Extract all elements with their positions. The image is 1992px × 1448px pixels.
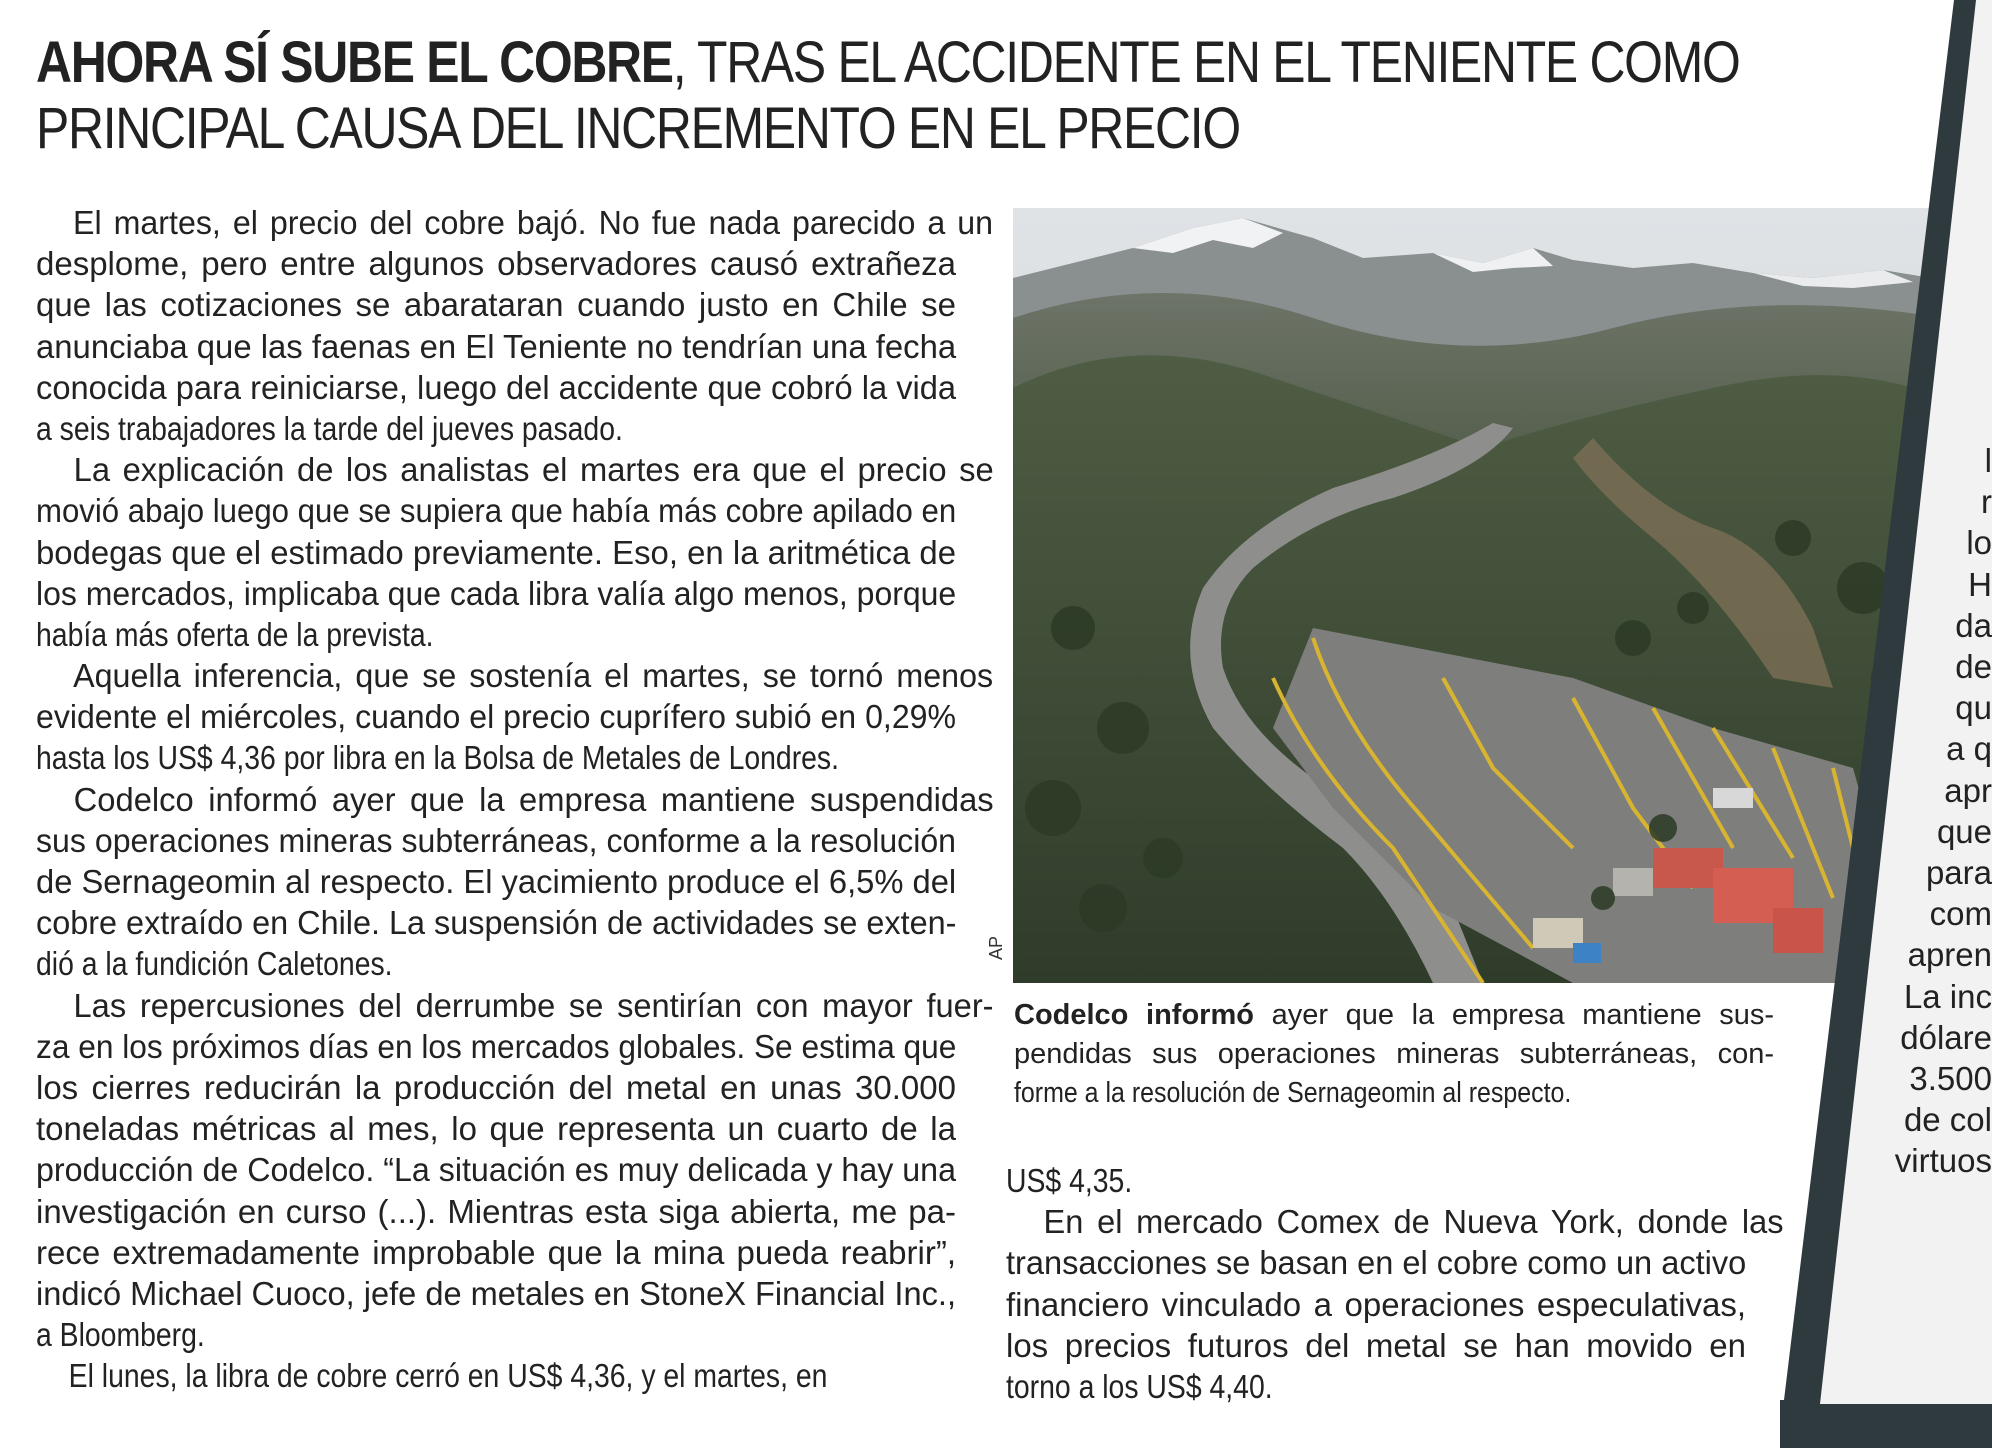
left-column-line: hasta los US$ 4,36 por libra en la Bolsa de Metales de Londres. bbox=[36, 739, 840, 777]
article-column-right bbox=[1006, 1160, 1784, 1407]
left-column-line: rece extremadamente improbable que la mina pueda reabrir”, bbox=[36, 1233, 956, 1271]
left-column-line: a Bloomberg. bbox=[36, 1316, 205, 1354]
left-column-line: de Sernageomin al respecto. El yacimiento produce el 6,5% del bbox=[36, 863, 957, 900]
sidebar-fragment: apren bbox=[1907, 936, 1992, 974]
right-column-line: En el mercado Comex de Nueva York, donde las bbox=[1043, 1203, 1784, 1241]
left-column-line: que las cotizaciones se abarataran cuando justo en Chile se bbox=[36, 286, 956, 324]
left-column-line: indicó Michael Cuoco, jefe de metales en StoneX Financial Inc., bbox=[36, 1274, 956, 1312]
left-column-line: za en los próximos días en los mercados globales. Se estima que bbox=[36, 1027, 957, 1065]
photo-credit: AP bbox=[986, 935, 1006, 960]
right-column-line: transacciones se basan en el cobre como un activo bbox=[1006, 1244, 1747, 1282]
left-column-line: investigación en curso (...). Mientras esta siga abierta, me pa- bbox=[36, 1192, 956, 1230]
left-column-line: había más oferta de la prevista. bbox=[36, 615, 434, 653]
left-column-line: Aquella inferencia, que se sostenía el martes, se tornó menos bbox=[73, 657, 994, 695]
left-column-line: dió a la fundición Caletones. bbox=[36, 945, 393, 983]
left-column-line: anunciaba que las faenas en El Teniente no tendrían una fecha bbox=[36, 327, 957, 365]
sidebar-fragment: com bbox=[1929, 895, 1992, 933]
photo-caption bbox=[1014, 996, 1774, 1113]
left-column-line: Las repercusiones del derrumbe se sentirían con mayor fuer- bbox=[73, 986, 994, 1024]
left-column-line: Codelco informó ayer que la empresa mantiene suspendidas bbox=[73, 780, 994, 818]
left-column-line: los mercados, implicaba que cada libra valía algo menos, porque bbox=[36, 574, 957, 612]
left-column-line: cobre extraído en Chile. La suspensión de actividades se exten- bbox=[36, 904, 957, 942]
left-column-line: toneladas métricas al mes, lo que representa un cuarto de la bbox=[36, 1110, 956, 1148]
left-column-line: La explicación de los analistas el martes era que el precio se bbox=[73, 451, 994, 489]
left-column-line: conocida para reiniciarse, luego del accidente que cobró la vida bbox=[36, 368, 957, 406]
caption-bold: Codelco informó bbox=[1014, 999, 1254, 1031]
caption-line-1 bbox=[1014, 996, 1774, 1035]
sidebar-fragment: dólare bbox=[1900, 1018, 1992, 1056]
left-column-line: evidente el miércoles, cuando el precio cuprífero subió en 0,29% bbox=[36, 698, 956, 736]
adjacent-article-sidebar bbox=[1780, 0, 1992, 1448]
sidebar-fragment: de bbox=[1955, 648, 1992, 686]
sidebar-fragment: que bbox=[1936, 812, 1992, 850]
headline bbox=[36, 30, 1740, 162]
sidebar-fragment: virtuos bbox=[1894, 1142, 1992, 1180]
right-column-line: los precios futuros del metal se han movido en bbox=[1006, 1326, 1746, 1364]
headline-bold: AHORA SÍ SUBE EL COBRE bbox=[36, 30, 673, 95]
caption-line-2: pendidas sus operaciones mineras subterráneas, con- bbox=[1014, 1038, 1774, 1070]
left-column-line: El martes, el precio del cobre bajó. No fue nada parecido a un bbox=[73, 204, 994, 241]
right-column-line: torno a los US$ 4,40. bbox=[1006, 1367, 1273, 1405]
sidebar-fragment: qu bbox=[1955, 689, 1992, 727]
caption-line-1-rest: ayer que la empresa mantiene sus- bbox=[1253, 999, 1774, 1031]
sidebar-fragment: para bbox=[1925, 854, 1992, 892]
article-column-left bbox=[36, 202, 994, 1396]
sidebar-fragment: r bbox=[1981, 483, 1992, 521]
sidebar-fragment: La inc bbox=[1903, 977, 1992, 1015]
left-column-line: sus operaciones mineras subterráneas, conforme a la resolución bbox=[36, 821, 956, 859]
left-column-line: movió abajo luego que se supiera que había más cobre apilado en bbox=[36, 492, 957, 530]
left-column-line: desplome, pero entre algunos observadores causó extrañeza bbox=[36, 245, 956, 283]
sidebar-text-fragments bbox=[1792, 440, 1992, 1182]
sidebar-fragment: lo bbox=[1966, 524, 1992, 562]
left-column-line: El lunes, la libra de cobre cerró en US$ 4,36, y el martes, en bbox=[68, 1357, 828, 1395]
sidebar-fragment: da bbox=[1955, 606, 1992, 644]
sidebar-fragment: de col bbox=[1903, 1101, 1992, 1139]
left-column-line: los cierres reducirán la producción del metal en unas 30.000 bbox=[36, 1068, 956, 1106]
right-column-line: US$ 4,35. bbox=[1006, 1162, 1133, 1199]
left-column-line: bodegas que el estimado previamente. Eso, en la aritmética de bbox=[36, 533, 956, 571]
headline-line-1 bbox=[36, 30, 1740, 96]
right-column-line: financiero vinculado a operaciones especulativas, bbox=[1006, 1285, 1746, 1323]
caption-line-3: forme a la resolución de Sernageomin al respecto. bbox=[1014, 1077, 1572, 1109]
sidebar-fragment: a q bbox=[1946, 730, 1992, 768]
sidebar-fragment: l bbox=[1984, 442, 1992, 479]
headline-line-2: PRINCIPAL CAUSA DEL INCREMENTO EN EL PRECIO bbox=[36, 96, 1240, 161]
left-column-line: producción de Codelco. “La situación es muy delicada y hay una bbox=[36, 1151, 956, 1189]
sidebar-fragment: apr bbox=[1944, 771, 1992, 809]
left-column-line: a seis trabajadores la tarde del jueves pasado. bbox=[36, 409, 623, 447]
headline-rest: , TRAS EL ACCIDENTE EN EL TENIENTE COMO bbox=[672, 30, 1740, 95]
sidebar-fragment: 3.500 bbox=[1909, 1060, 1992, 1098]
sidebar-fragment: H bbox=[1968, 565, 1992, 603]
